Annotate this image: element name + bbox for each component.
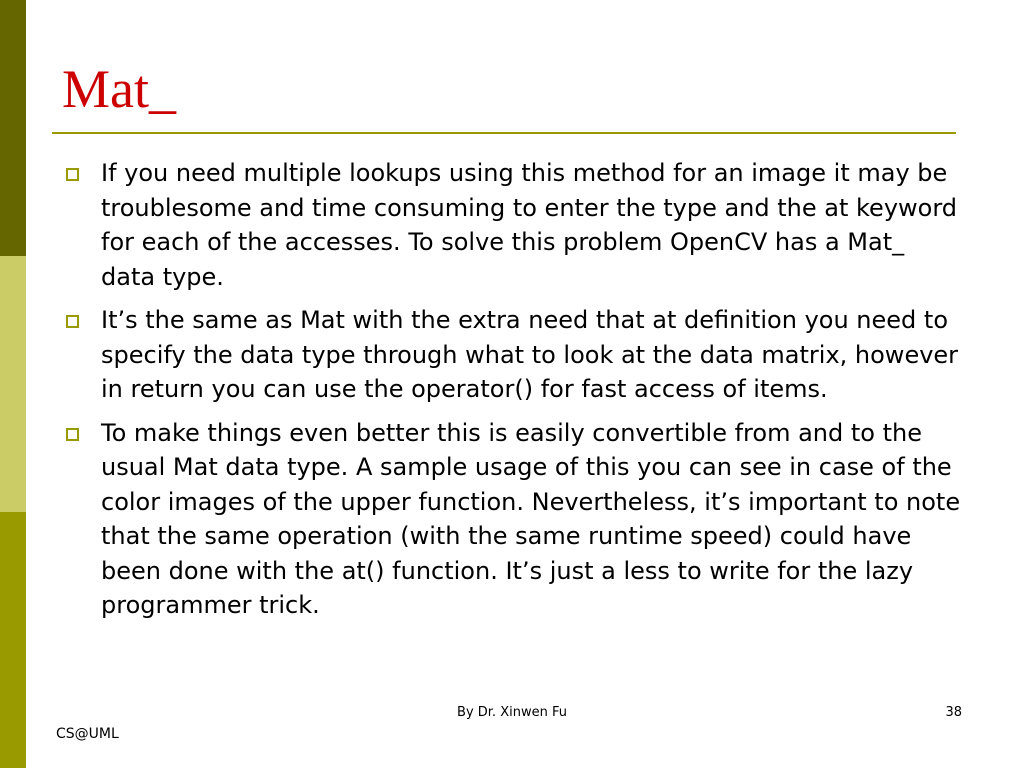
page-number: 38 — [945, 705, 962, 720]
footer-org: CS@UML — [56, 726, 119, 742]
bullet-text: It’s the same as Mat with the extra need that at definition you need to specify the data type through what to look at the data matrix, however in return you can use the operator() for fast access of items. — [101, 306, 959, 403]
bullet-text: To make things even better this is easily convertible from and to the usual Mat data type. A sample usage of this you can see in case of the color images of the upper function. Nevertheless, it’s important to note that the same operation (with the same runtime speed) could have been done with the at() function. It’s just a less to write for the lazy programmer trick. — [101, 418, 961, 619]
square-bullet-icon — [66, 428, 79, 441]
slide-title: Mat_ — [62, 59, 176, 119]
bullet-list — [64, 156, 964, 632]
sidebar-stripe-middle — [0, 256, 26, 512]
square-bullet-icon — [66, 168, 79, 181]
footer-author: By Dr. Xinwen Fu — [457, 705, 567, 720]
square-bullet-icon — [66, 315, 79, 328]
sidebar-stripe-bottom — [0, 512, 26, 768]
title-divider — [52, 132, 956, 134]
bullet-item — [64, 416, 964, 623]
bullet-text: If you need multiple lookups using this method for an image it may be troublesome and time consuming to enter the type and the at keyword for each of the accesses. To solve this problem OpenCV has a Mat_ data type. — [101, 159, 958, 291]
bullet-item — [64, 303, 964, 407]
sidebar-stripe-top — [0, 0, 26, 256]
bullet-item — [64, 156, 964, 294]
